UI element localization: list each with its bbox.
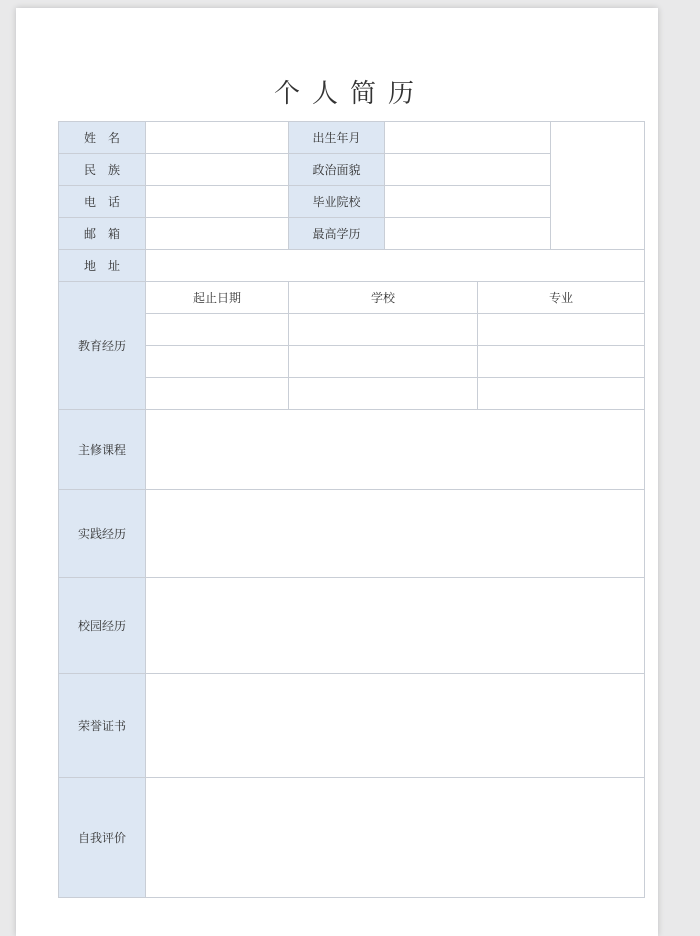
- school-label: 毕业院校: [289, 186, 385, 218]
- campus-label: 校园经历: [59, 578, 146, 674]
- honors-field[interactable]: [146, 674, 645, 778]
- edu-date-cell[interactable]: [146, 346, 289, 378]
- political-label: 政治面貌: [289, 154, 385, 186]
- edu-col-major: 专业: [478, 282, 645, 314]
- honors-label: 荣誉证书: [59, 674, 146, 778]
- email-field[interactable]: [146, 218, 289, 250]
- ethnicity-label: 民 族: [59, 154, 146, 186]
- edu-major-cell[interactable]: [478, 346, 645, 378]
- political-field[interactable]: [385, 154, 551, 186]
- birth-label: 出生年月: [289, 122, 385, 154]
- edu-school-cell[interactable]: [289, 314, 478, 346]
- edu-major-cell[interactable]: [478, 378, 645, 410]
- campus-field[interactable]: [146, 578, 645, 674]
- self-eval-field[interactable]: [146, 778, 645, 898]
- address-field[interactable]: [146, 250, 645, 282]
- school-field[interactable]: [385, 186, 551, 218]
- address-label: 地 址: [59, 250, 146, 282]
- self-eval-label: 自我评价: [59, 778, 146, 898]
- education-label: 教育经历: [59, 282, 146, 410]
- courses-label: 主修课程: [59, 410, 146, 490]
- courses-field[interactable]: [146, 410, 645, 490]
- page-title: 个人简历: [273, 79, 426, 109]
- ethnicity-field[interactable]: [146, 154, 289, 186]
- practice-field[interactable]: [146, 490, 645, 578]
- edu-date-cell[interactable]: [146, 378, 289, 410]
- practice-label: 实践经历: [59, 490, 146, 578]
- photo-cell[interactable]: [551, 122, 645, 250]
- email-label: 邮 箱: [59, 218, 146, 250]
- degree-field[interactable]: [385, 218, 551, 250]
- edu-date-cell[interactable]: [146, 314, 289, 346]
- edu-school-cell[interactable]: [289, 378, 478, 410]
- name-field[interactable]: [146, 122, 289, 154]
- edu-col-school: 学校: [289, 282, 478, 314]
- name-label: 姓 名: [59, 122, 146, 154]
- phone-label: 电 话: [59, 186, 146, 218]
- edu-school-cell[interactable]: [289, 346, 478, 378]
- phone-field[interactable]: [146, 186, 289, 218]
- degree-label: 最高学历: [289, 218, 385, 250]
- edu-col-date: 起止日期: [146, 282, 289, 314]
- edu-major-cell[interactable]: [478, 314, 645, 346]
- birth-field[interactable]: [385, 122, 551, 154]
- resume-table: [58, 121, 645, 898]
